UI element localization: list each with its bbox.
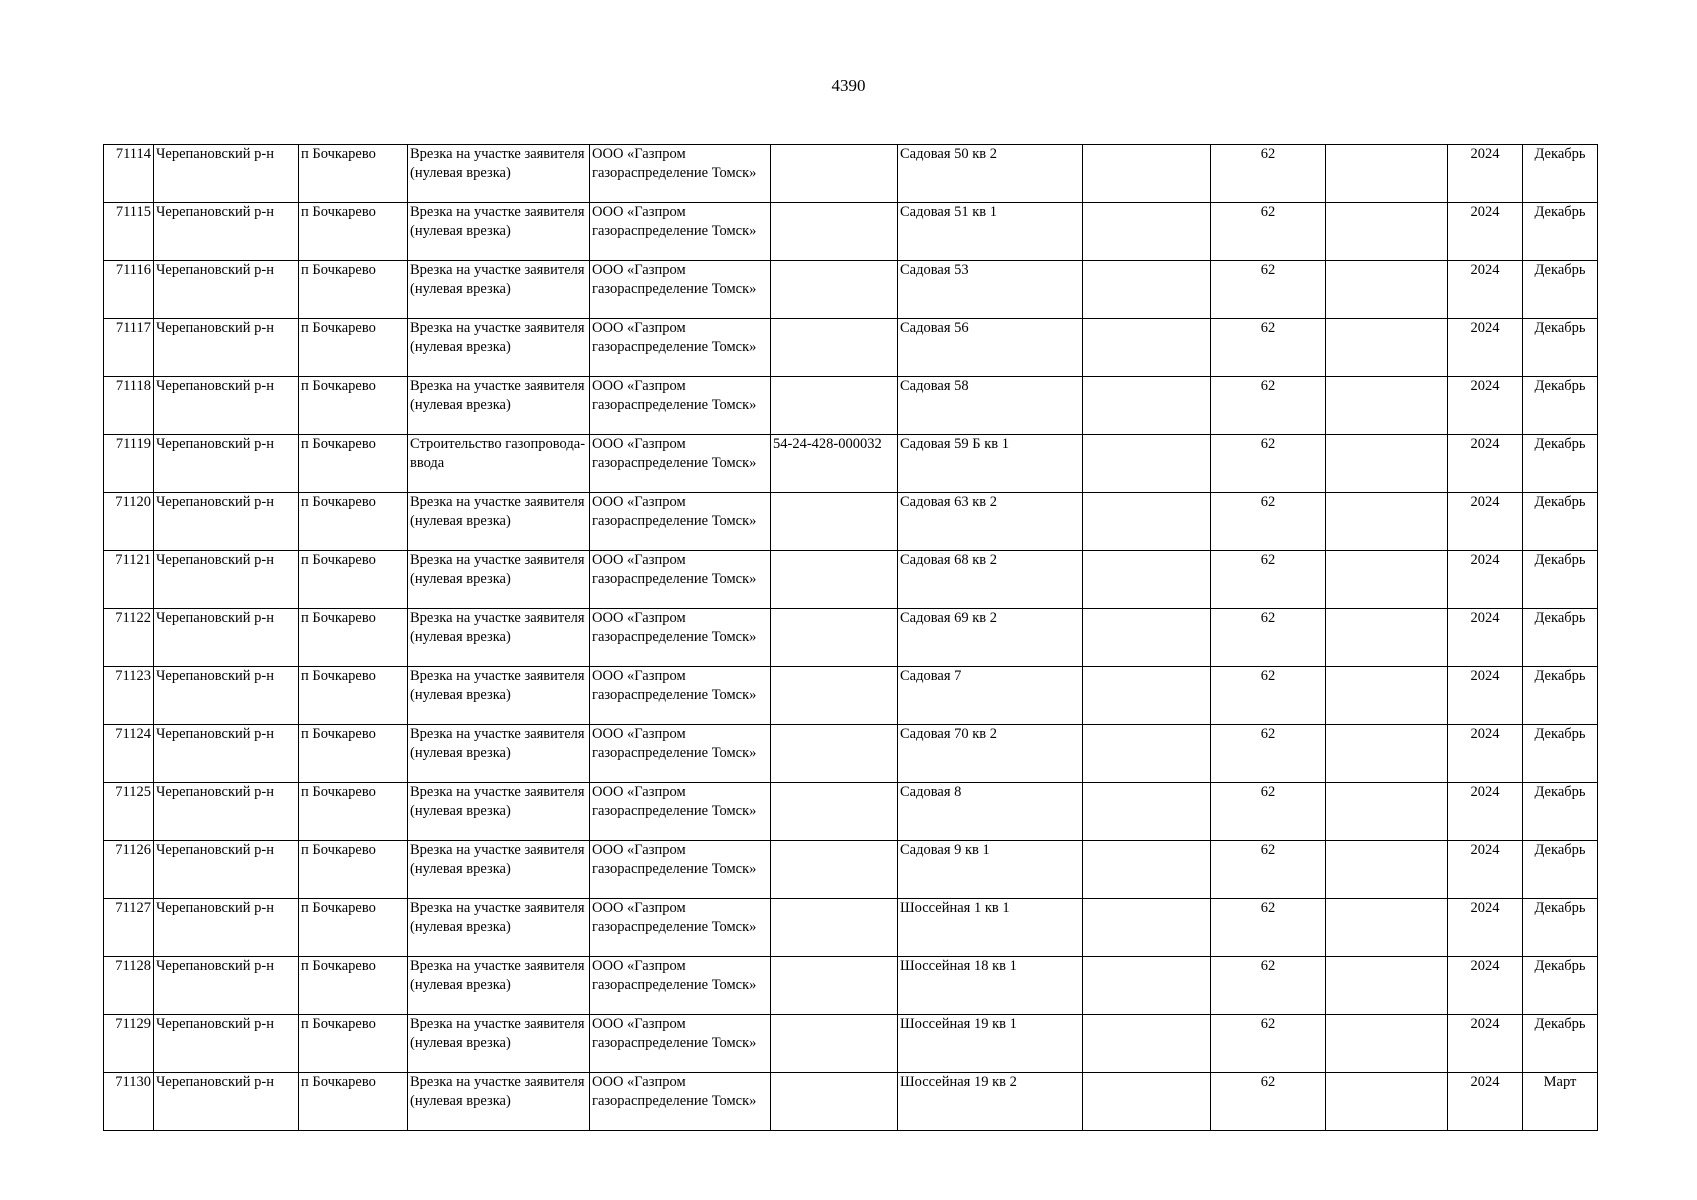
empty-cell	[1326, 957, 1448, 1015]
work-type-cell: Врезка на участке заявителя (нулевая врезка)	[408, 609, 590, 667]
settlement-cell: п Бочкарево	[299, 1015, 408, 1073]
work-type-cell: Врезка на участке заявителя (нулевая врезка)	[408, 203, 590, 261]
empty-cell	[1083, 377, 1211, 435]
settlement-cell: п Бочкарево	[299, 493, 408, 551]
value-cell: 62	[1211, 899, 1326, 957]
district-cell: Черепановский р-н	[154, 609, 299, 667]
table-row	[104, 145, 1598, 203]
table-row	[104, 319, 1598, 377]
work-type-cell: Врезка на участке заявителя (нулевая врезка)	[408, 841, 590, 899]
row-number: 71126	[104, 841, 154, 899]
settlement-cell: п Бочкарево	[299, 551, 408, 609]
row-number: 71123	[104, 667, 154, 725]
cadastral-number-cell	[771, 319, 898, 377]
empty-cell	[1326, 203, 1448, 261]
year-cell: 2024	[1448, 609, 1523, 667]
month-cell: Декабрь	[1523, 145, 1598, 203]
value-cell: 62	[1211, 551, 1326, 609]
table-row	[104, 957, 1598, 1015]
year-cell: 2024	[1448, 261, 1523, 319]
year-cell: 2024	[1448, 957, 1523, 1015]
cadastral-number-cell	[771, 667, 898, 725]
address-cell: Шоссейная 1 кв 1	[898, 899, 1083, 957]
settlement-cell: п Бочкарево	[299, 319, 408, 377]
row-number: 71130	[104, 1073, 154, 1131]
year-cell: 2024	[1448, 841, 1523, 899]
address-cell: Садовая 69 кв 2	[898, 609, 1083, 667]
district-cell: Черепановский р-н	[154, 435, 299, 493]
empty-cell	[1326, 667, 1448, 725]
row-number: 71121	[104, 551, 154, 609]
cadastral-number-cell	[771, 551, 898, 609]
work-type-cell: Врезка на участке заявителя (нулевая врезка)	[408, 783, 590, 841]
table-row	[104, 261, 1598, 319]
district-cell: Черепановский р-н	[154, 899, 299, 957]
address-cell: Шоссейная 19 кв 1	[898, 1015, 1083, 1073]
work-type-cell: Врезка на участке заявителя (нулевая врезка)	[408, 957, 590, 1015]
table-row	[104, 203, 1598, 261]
value-cell: 62	[1211, 261, 1326, 319]
district-cell: Черепановский р-н	[154, 261, 299, 319]
table-row	[104, 1073, 1598, 1131]
cadastral-number-cell	[771, 841, 898, 899]
row-number: 71127	[104, 899, 154, 957]
district-cell: Черепановский р-н	[154, 145, 299, 203]
cadastral-number-cell	[771, 783, 898, 841]
table-row	[104, 435, 1598, 493]
year-cell: 2024	[1448, 899, 1523, 957]
settlement-cell: п Бочкарево	[299, 435, 408, 493]
organization-cell: ООО «Газпром газораспределение Томск»	[590, 203, 771, 261]
cadastral-number-cell	[771, 899, 898, 957]
address-cell: Садовая 58	[898, 377, 1083, 435]
address-cell: Садовая 7	[898, 667, 1083, 725]
district-cell: Черепановский р-н	[154, 957, 299, 1015]
empty-cell	[1083, 957, 1211, 1015]
table-row	[104, 841, 1598, 899]
value-cell: 62	[1211, 725, 1326, 783]
organization-cell: ООО «Газпром газораспределение Томск»	[590, 1073, 771, 1131]
table-row	[104, 551, 1598, 609]
address-cell: Шоссейная 19 кв 2	[898, 1073, 1083, 1131]
table-row	[104, 783, 1598, 841]
organization-cell: ООО «Газпром газораспределение Томск»	[590, 493, 771, 551]
district-cell: Черепановский р-н	[154, 377, 299, 435]
row-number: 71118	[104, 377, 154, 435]
district-cell: Черепановский р-н	[154, 551, 299, 609]
district-cell: Черепановский р-н	[154, 203, 299, 261]
empty-cell	[1326, 1015, 1448, 1073]
month-cell: Декабрь	[1523, 319, 1598, 377]
address-cell: Шоссейная 18 кв 1	[898, 957, 1083, 1015]
year-cell: 2024	[1448, 725, 1523, 783]
work-type-cell: Врезка на участке заявителя (нулевая врезка)	[408, 1015, 590, 1073]
month-cell: Декабрь	[1523, 783, 1598, 841]
cadastral-number-cell	[771, 145, 898, 203]
month-cell: Декабрь	[1523, 667, 1598, 725]
work-type-cell: Врезка на участке заявителя (нулевая врезка)	[408, 899, 590, 957]
value-cell: 62	[1211, 319, 1326, 377]
table-row	[104, 667, 1598, 725]
empty-cell	[1326, 551, 1448, 609]
settlement-cell: п Бочкарево	[299, 841, 408, 899]
year-cell: 2024	[1448, 1015, 1523, 1073]
row-number: 71122	[104, 609, 154, 667]
address-cell: Садовая 56	[898, 319, 1083, 377]
year-cell: 2024	[1448, 377, 1523, 435]
organization-cell: ООО «Газпром газораспределение Томск»	[590, 725, 771, 783]
value-cell: 62	[1211, 1073, 1326, 1131]
work-type-cell: Врезка на участке заявителя (нулевая врезка)	[408, 493, 590, 551]
work-type-cell: Врезка на участке заявителя (нулевая врезка)	[408, 145, 590, 203]
work-type-cell: Врезка на участке заявителя (нулевая врезка)	[408, 725, 590, 783]
address-cell: Садовая 63 кв 2	[898, 493, 1083, 551]
page-number: 4390	[831, 76, 866, 95]
address-cell: Садовая 50 кв 2	[898, 145, 1083, 203]
month-cell: Декабрь	[1523, 203, 1598, 261]
year-cell: 2024	[1448, 493, 1523, 551]
month-cell: Декабрь	[1523, 725, 1598, 783]
year-cell: 2024	[1448, 319, 1523, 377]
empty-cell	[1083, 1015, 1211, 1073]
month-cell: Декабрь	[1523, 899, 1598, 957]
district-cell: Черепановский р-н	[154, 1073, 299, 1131]
address-cell: Садовая 53	[898, 261, 1083, 319]
empty-cell	[1083, 145, 1211, 203]
value-cell: 62	[1211, 957, 1326, 1015]
work-type-cell: Строительство газопровода-ввода	[408, 435, 590, 493]
empty-cell	[1083, 841, 1211, 899]
month-cell: Декабрь	[1523, 377, 1598, 435]
organization-cell: ООО «Газпром газораспределение Томск»	[590, 783, 771, 841]
row-number: 71117	[104, 319, 154, 377]
address-cell: Садовая 8	[898, 783, 1083, 841]
organization-cell: ООО «Газпром газораспределение Томск»	[590, 319, 771, 377]
empty-cell	[1083, 493, 1211, 551]
cadastral-number-cell	[771, 1073, 898, 1131]
value-cell: 62	[1211, 841, 1326, 899]
address-cell: Садовая 9 кв 1	[898, 841, 1083, 899]
value-cell: 62	[1211, 1015, 1326, 1073]
settlement-cell: п Бочкарево	[299, 145, 408, 203]
empty-cell	[1083, 435, 1211, 493]
month-cell: Декабрь	[1523, 493, 1598, 551]
year-cell: 2024	[1448, 435, 1523, 493]
row-number: 71120	[104, 493, 154, 551]
table-row	[104, 1015, 1598, 1073]
settlement-cell: п Бочкарево	[299, 261, 408, 319]
row-number: 71129	[104, 1015, 154, 1073]
work-type-cell: Врезка на участке заявителя (нулевая врезка)	[408, 1073, 590, 1131]
table-row	[104, 725, 1598, 783]
month-cell: Декабрь	[1523, 551, 1598, 609]
district-cell: Черепановский р-н	[154, 319, 299, 377]
settlement-cell: п Бочкарево	[299, 1073, 408, 1131]
empty-cell	[1083, 899, 1211, 957]
cadastral-number-cell	[771, 957, 898, 1015]
cadastral-number-cell: 54-24-428-000032	[771, 435, 898, 493]
work-type-cell: Врезка на участке заявителя (нулевая врезка)	[408, 377, 590, 435]
cadastral-number-cell	[771, 725, 898, 783]
empty-cell	[1083, 667, 1211, 725]
organization-cell: ООО «Газпром газораспределение Томск»	[590, 551, 771, 609]
organization-cell: ООО «Газпром газораспределение Томск»	[590, 377, 771, 435]
year-cell: 2024	[1448, 551, 1523, 609]
work-type-cell: Врезка на участке заявителя (нулевая врезка)	[408, 667, 590, 725]
organization-cell: ООО «Газпром газораспределение Томск»	[590, 667, 771, 725]
empty-cell	[1083, 1073, 1211, 1131]
registry-body	[104, 145, 1598, 1131]
organization-cell: ООО «Газпром газораспределение Томск»	[590, 1015, 771, 1073]
value-cell: 62	[1211, 377, 1326, 435]
work-type-cell: Врезка на участке заявителя (нулевая врезка)	[408, 319, 590, 377]
value-cell: 62	[1211, 435, 1326, 493]
empty-cell	[1083, 319, 1211, 377]
year-cell: 2024	[1448, 203, 1523, 261]
year-cell: 2024	[1448, 783, 1523, 841]
year-cell: 2024	[1448, 667, 1523, 725]
organization-cell: ООО «Газпром газораспределение Томск»	[590, 145, 771, 203]
settlement-cell: п Бочкарево	[299, 667, 408, 725]
row-number: 71124	[104, 725, 154, 783]
year-cell: 2024	[1448, 1073, 1523, 1131]
organization-cell: ООО «Газпром газораспределение Томск»	[590, 957, 771, 1015]
organization-cell: ООО «Газпром газораспределение Томск»	[590, 899, 771, 957]
empty-cell	[1326, 783, 1448, 841]
month-cell: Март	[1523, 1073, 1598, 1131]
value-cell: 62	[1211, 667, 1326, 725]
address-cell: Садовая 70 кв 2	[898, 725, 1083, 783]
work-type-cell: Врезка на участке заявителя (нулевая врезка)	[408, 551, 590, 609]
organization-cell: ООО «Газпром газораспределение Томск»	[590, 609, 771, 667]
month-cell: Декабрь	[1523, 957, 1598, 1015]
value-cell: 62	[1211, 609, 1326, 667]
empty-cell	[1326, 435, 1448, 493]
empty-cell	[1326, 319, 1448, 377]
empty-cell	[1083, 203, 1211, 261]
organization-cell: ООО «Газпром газораспределение Томск»	[590, 435, 771, 493]
table-row	[104, 609, 1598, 667]
district-cell: Черепановский р-н	[154, 1015, 299, 1073]
cadastral-number-cell	[771, 261, 898, 319]
cadastral-number-cell	[771, 493, 898, 551]
district-cell: Черепановский р-н	[154, 841, 299, 899]
row-number: 71119	[104, 435, 154, 493]
row-number: 71116	[104, 261, 154, 319]
month-cell: Декабрь	[1523, 841, 1598, 899]
settlement-cell: п Бочкарево	[299, 957, 408, 1015]
empty-cell	[1326, 841, 1448, 899]
empty-cell	[1083, 783, 1211, 841]
row-number: 71114	[104, 145, 154, 203]
value-cell: 62	[1211, 783, 1326, 841]
empty-cell	[1326, 1073, 1448, 1131]
month-cell: Декабрь	[1523, 435, 1598, 493]
cadastral-number-cell	[771, 1015, 898, 1073]
month-cell: Декабрь	[1523, 609, 1598, 667]
empty-cell	[1083, 725, 1211, 783]
empty-cell	[1326, 899, 1448, 957]
settlement-cell: п Бочкарево	[299, 899, 408, 957]
table-row	[104, 377, 1598, 435]
address-cell: Садовая 68 кв 2	[898, 551, 1083, 609]
empty-cell	[1326, 261, 1448, 319]
value-cell: 62	[1211, 203, 1326, 261]
month-cell: Декабрь	[1523, 1015, 1598, 1073]
settlement-cell: п Бочкарево	[299, 609, 408, 667]
row-number: 71125	[104, 783, 154, 841]
value-cell: 62	[1211, 145, 1326, 203]
address-cell: Садовая 51 кв 1	[898, 203, 1083, 261]
district-cell: Черепановский р-н	[154, 667, 299, 725]
organization-cell: ООО «Газпром газораспределение Томск»	[590, 261, 771, 319]
district-cell: Черепановский р-н	[154, 783, 299, 841]
settlement-cell: п Бочкарево	[299, 783, 408, 841]
table-row	[104, 493, 1598, 551]
empty-cell	[1326, 493, 1448, 551]
address-cell: Садовая 59 Б кв 1	[898, 435, 1083, 493]
settlement-cell: п Бочкарево	[299, 725, 408, 783]
row-number: 71128	[104, 957, 154, 1015]
cadastral-number-cell	[771, 203, 898, 261]
settlement-cell: п Бочкарево	[299, 203, 408, 261]
row-number: 71115	[104, 203, 154, 261]
value-cell: 62	[1211, 493, 1326, 551]
organization-cell: ООО «Газпром газораспределение Томск»	[590, 841, 771, 899]
empty-cell	[1083, 609, 1211, 667]
settlement-cell: п Бочкарево	[299, 377, 408, 435]
empty-cell	[1326, 609, 1448, 667]
empty-cell	[1326, 145, 1448, 203]
empty-cell	[1083, 551, 1211, 609]
table-row	[104, 899, 1598, 957]
empty-cell	[1326, 725, 1448, 783]
year-cell: 2024	[1448, 145, 1523, 203]
month-cell: Декабрь	[1523, 261, 1598, 319]
empty-cell	[1083, 261, 1211, 319]
work-type-cell: Врезка на участке заявителя (нулевая врезка)	[408, 261, 590, 319]
registry-table	[103, 144, 1598, 1131]
cadastral-number-cell	[771, 377, 898, 435]
district-cell: Черепановский р-н	[154, 725, 299, 783]
cadastral-number-cell	[771, 609, 898, 667]
empty-cell	[1326, 377, 1448, 435]
district-cell: Черепановский р-н	[154, 493, 299, 551]
